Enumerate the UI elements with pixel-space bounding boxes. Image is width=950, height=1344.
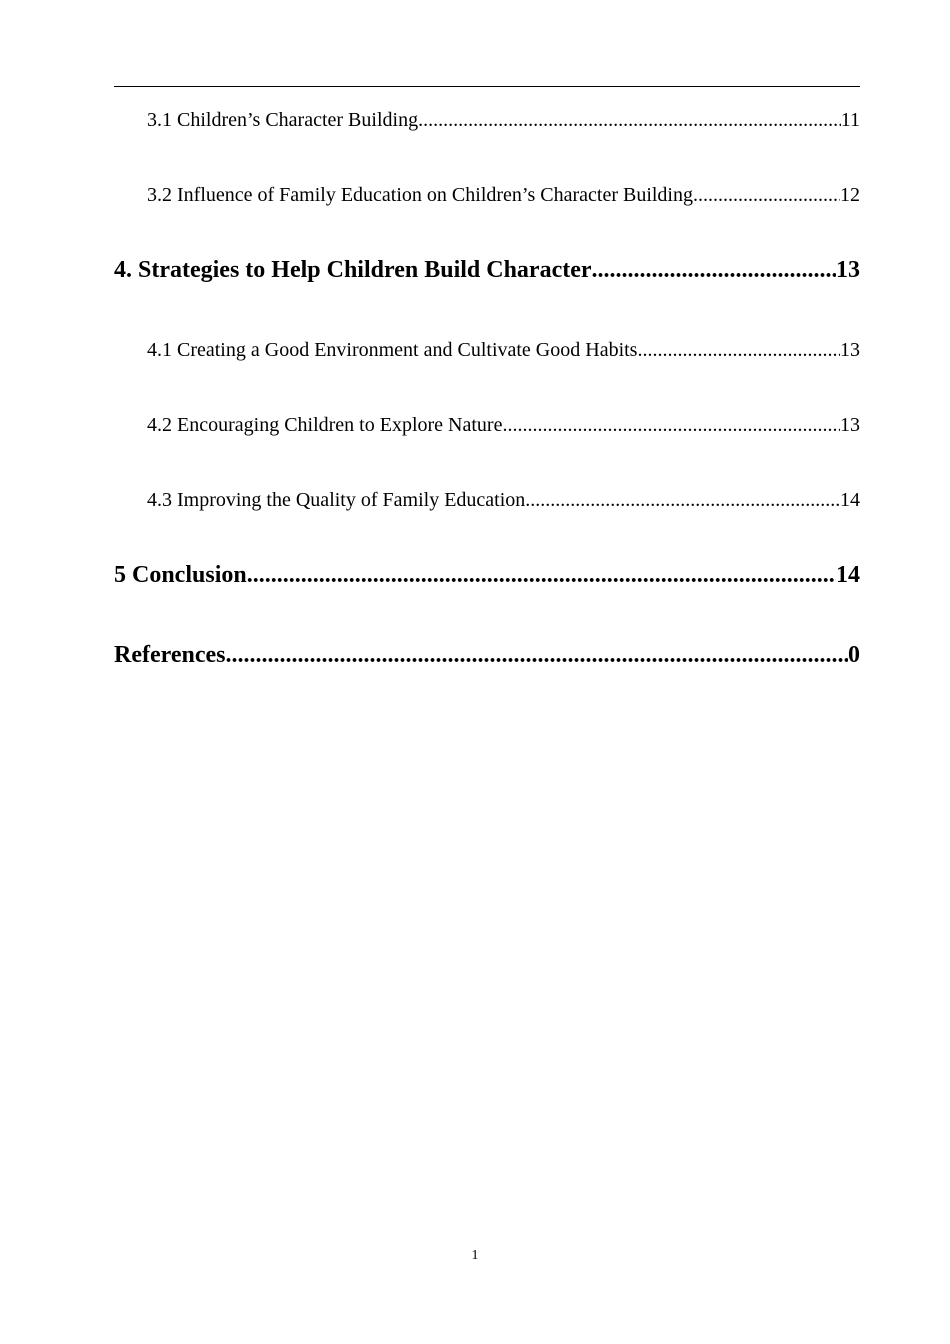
header-rule: [114, 86, 860, 87]
toc-dot-leader: [693, 184, 840, 207]
toc-entry-title: 4. Strategies to Help Children Build Character: [114, 257, 592, 283]
toc-entry-title: 4.1 Creating a Good Environment and Cultivate Good Habits: [147, 339, 638, 361]
toc-entry-page: 14: [836, 562, 860, 588]
toc-entry-title: 3.1 Children’s Character Building: [147, 109, 419, 131]
toc-dot-leader: [592, 257, 836, 284]
toc-dot-leader: [418, 109, 841, 132]
toc-entry-page: 14: [840, 489, 860, 511]
toc-entry-4[interactable]: [114, 257, 860, 284]
toc-entry-3-2[interactable]: [114, 184, 860, 207]
toc-entry-4-2[interactable]: [114, 414, 860, 437]
toc-entry-3-1[interactable]: [114, 109, 860, 132]
toc-entry-page: 0: [848, 642, 860, 668]
footer-page-number: 1: [471, 1248, 479, 1263]
toc-dot-leader: [637, 339, 840, 362]
toc-entry-page: 13: [836, 257, 860, 283]
toc-entry-page: 13: [840, 414, 860, 436]
toc-entry-title: References: [114, 642, 226, 668]
toc-entry-title: 4.3 Improving the Quality of Family Education: [147, 489, 526, 511]
toc-dot-leader: [525, 489, 840, 512]
toc-entry-4-1[interactable]: [114, 339, 860, 362]
toc-entry-page: 11: [840, 109, 860, 131]
toc-dot-leader: [502, 414, 840, 437]
toc-dot-leader: [247, 562, 836, 589]
toc-entry-page: 13: [840, 339, 860, 361]
toc-entry-title: 4.2 Encouraging Children to Explore Nature: [147, 414, 503, 436]
toc-entry-title: 5 Conclusion: [114, 562, 247, 588]
toc-dot-leader: [226, 642, 849, 669]
toc-entry-5[interactable]: [114, 562, 860, 589]
toc-entry-title: 3.2 Influence of Family Education on Children’s Character Building: [147, 184, 693, 206]
toc-entry-references[interactable]: [114, 642, 860, 669]
toc-entry-page: 12: [840, 184, 860, 206]
toc-entry-4-3[interactable]: [114, 489, 860, 512]
